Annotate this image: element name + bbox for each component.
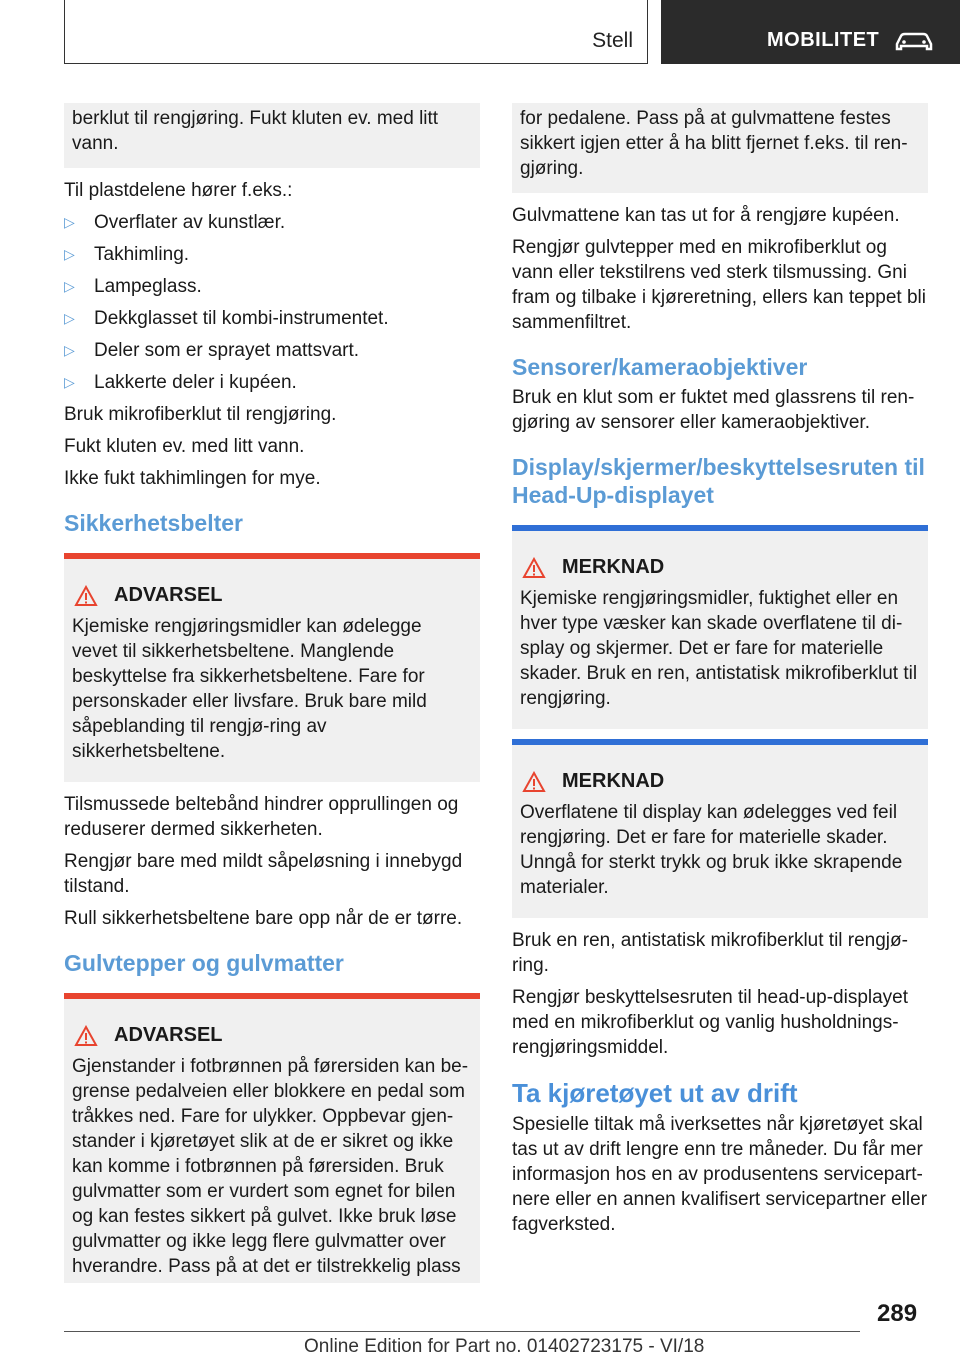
- continued-warning-box: [512, 103, 928, 193]
- continued-note-box: [64, 103, 480, 168]
- warning-text: Kjemiske rengjøringsmidler kan ødelegge vevet til sikkerhetsbeltene. Manglende beskyttelse fra sikkerhetsbeltene. Fare for personskader eller livsfare. Bruk bare mild såpeblanding til rengjø-ring av sikkerhetsbeltene.: [72, 616, 427, 762]
- chapter-title: MOBILITET: [767, 29, 880, 51]
- heading-sensors: Sensorer/kameraobjektiver: [512, 354, 808, 380]
- page-number: 289: [877, 1300, 918, 1327]
- warning-title: ADVARSEL: [114, 584, 223, 606]
- paragraph: Rengjør beskyttelsesruten til head-up-displayet med en mikrofiberklut og vanlig husholdnings-rengjøringsmiddel.: [512, 987, 909, 1058]
- triangle-bullet-icon: ▷: [64, 342, 75, 358]
- notice-box: [512, 739, 928, 918]
- list-item: ▷ Dekkglasset til kombi-instrumentet.: [64, 308, 389, 329]
- plastic-intro: Til plastdelene hører f.eks.:: [64, 180, 293, 201]
- notice-text: Kjemiske rengjøringsmidler, fuktighet eller en hver type væsker kan skade overflatene til di-splay og skjermer. Det er fare for materielle skader. Bruk en ren, antistatisk mikrofiberklut til rengjøring.: [520, 588, 918, 709]
- triangle-bullet-icon: ▷: [64, 374, 75, 390]
- paragraph: Spesielle tiltak må iverksettes når kjøretøyet skal tas ut av drift lengre enn tre måneder. Du får mer informasjon hos en av produsentens servicepart-nere eller en annen kvalifisert servicepartner eller fagverksted.: [512, 1114, 928, 1235]
- footer-edition: Online Edition for Part no. 01402723175 - VI/18: [304, 1336, 705, 1357]
- paragraph: Rengjør bare med mildt såpeløsning i innebygd tilstand.: [64, 851, 463, 897]
- paragraph: Rengjør gulvtepper med en mikrofiberklut og vann eller tekstilrens ved sterk tilsmussing. Gni fram og tilbake i kjøreretning, ellers kan teppet bli sammenfiltret.: [512, 237, 926, 333]
- notice-title: MERKNAD: [562, 556, 665, 578]
- warning-triangle-icon: [74, 1025, 98, 1047]
- notice-text: Overflatene til display kan ødelegges ved feil rengjøring. Det er fare for materielle skader. Unngå for sterkt trykk og bruk ikke skrapende materialer.: [520, 802, 903, 898]
- footer-divider: [64, 1331, 860, 1332]
- paragraph: Ikke fukt takhimlingen for mye.: [64, 468, 321, 489]
- right-column: [512, 103, 928, 1244]
- warning-title: ADVARSEL: [114, 1024, 223, 1046]
- warning-triangle-icon: [74, 585, 98, 607]
- list-item: ▷ Lakkerte deler i kupéen.: [64, 372, 297, 393]
- paragraph: Bruk en klut som er fuktet med glassrens til ren-gjøring av sensorer eller kameraobjektiver.: [512, 387, 915, 433]
- car-icon: [893, 30, 935, 52]
- heading-storage: Ta kjøretøyet ut av drift: [512, 1078, 798, 1108]
- continued-note-text: berklut til rengjøring. Fukt kluten ev. med litt vann.: [72, 108, 439, 154]
- paragraph: Bruk en ren, antistatisk mikrofiberklut til rengjø-ring.: [512, 930, 908, 976]
- warning-text: Gjenstander i fotbrønnen på førersiden kan be-grense pedalveien eller blokkere en pedal som tråkkes ned. Fare for ulykker. Oppbevar gjen-stander i kjøretøyet slik at de er sikret og ikke kan komme i fotbrønnen på førersiden. Bruk gulvmatter som er vurdert som egnet for bilen og kan festes sikkert på gulvet. Ikke bruk løse gulvmatter og ikke legg flere gulvmatter over hverandre. Pass på at det er tilstrekkelig plass: [72, 1056, 469, 1277]
- triangle-bullet-icon: ▷: [64, 214, 75, 230]
- warning-box: [64, 553, 480, 782]
- triangle-bullet-icon: ▷: [64, 278, 75, 294]
- heading-seatbelts: Sikkerhetsbelter: [64, 510, 243, 536]
- warning-triangle-icon: [522, 771, 546, 793]
- warning-triangle-icon: [522, 557, 546, 579]
- triangle-bullet-icon: ▷: [64, 246, 75, 262]
- list-item: ▷ Lampeglass.: [64, 276, 202, 297]
- warning-box: [64, 993, 480, 1283]
- paragraph: Tilsmussede beltebånd hindrer opprullingen og reduserer dermed sikkerheten.: [64, 794, 459, 840]
- paragraph: Rull sikkerhetsbeltene bare opp når de er tørre.: [64, 908, 463, 929]
- paragraph: Gulvmattene kan tas ut for å rengjøre kupéen.: [512, 205, 900, 226]
- notice-box: [512, 525, 928, 729]
- header-chapter-tab: [661, 0, 960, 64]
- notice-title: MERKNAD: [562, 770, 665, 792]
- paragraph: Fukt kluten ev. med litt vann.: [64, 436, 305, 457]
- continued-warning-text: for pedalene. Pass på at gulvmattene festes sikkert igjen etter å ha blitt fjernet f.eks. til ren-gjøring.: [520, 108, 908, 179]
- header-section-tab: [64, 0, 648, 64]
- left-column: [64, 103, 480, 1283]
- list-item: ▷ Takhimling.: [64, 244, 190, 265]
- plastic-list: [64, 210, 480, 395]
- section-title: Stell: [592, 29, 633, 52]
- heading-displays: Display/skjermer/beskyttelsesruten til Head-Up-displayet: [512, 454, 925, 508]
- triangle-bullet-icon: ▷: [64, 310, 75, 326]
- list-item: ▷ Deler som er sprayet mattsvart.: [64, 340, 360, 361]
- paragraph: Bruk mikrofiberklut til rengjøring.: [64, 404, 337, 425]
- heading-floor-mats: Gulvtepper og gulvmatter: [64, 950, 344, 976]
- list-item: ▷ Overflater av kunstlær.: [64, 212, 286, 233]
